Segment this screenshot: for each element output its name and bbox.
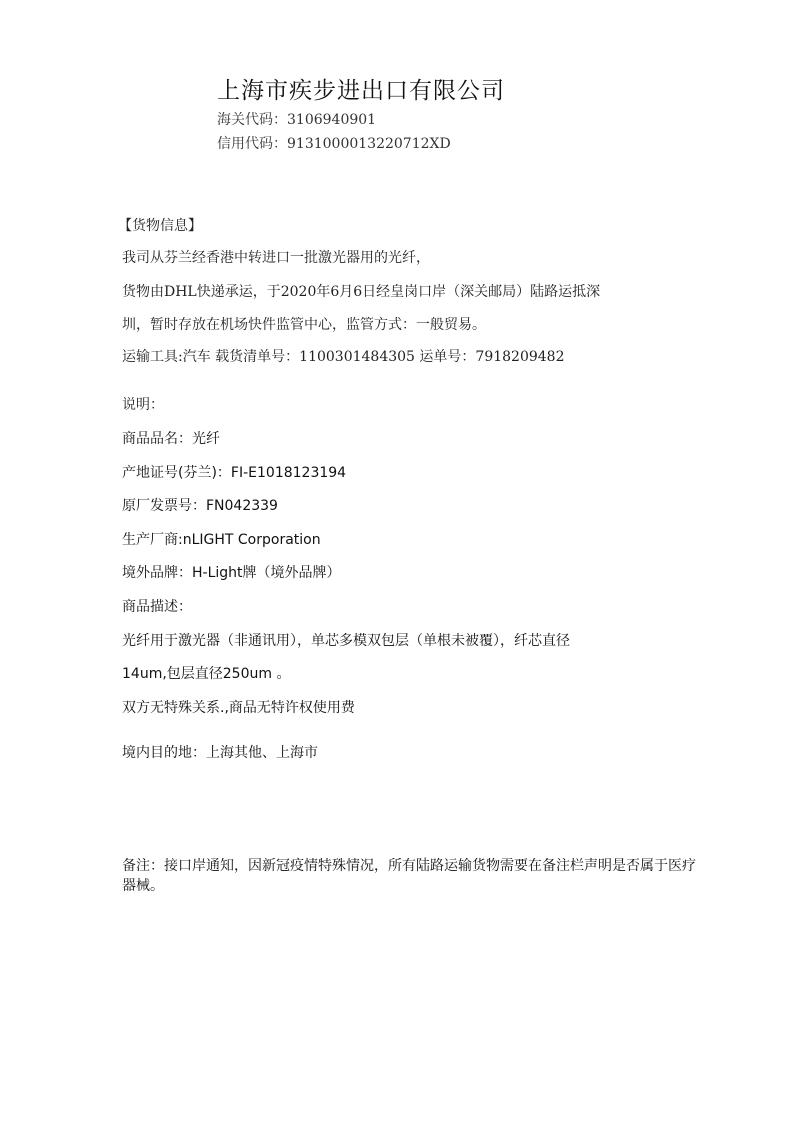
product-name: 商品品名：光纤 (122, 431, 220, 447)
cargo-heading: 【货物信息】 (118, 218, 202, 234)
description-heading: 商品描述： (122, 599, 192, 615)
description-line: 14um,包层直径250um 。 (122, 666, 291, 682)
destination: 境内目的地：上海其他、上海市 (122, 745, 318, 761)
origin-certificate: 产地证号(芬兰)：FI-E1018123194 (122, 465, 347, 481)
notes-heading: 说明： (122, 397, 164, 413)
invoice-number: 原厂发票号：FN042339 (122, 498, 278, 514)
remark: 备注：接口岸通知，因新冠疫情特殊情况，所有陆路运输货物需要在备注栏声明是否属于医疗器械。 (122, 858, 696, 894)
customs-code: 海关代码：3106940901 (217, 112, 377, 128)
brand: 境外品牌：H-Light牌（境外品牌） (122, 565, 341, 581)
cargo-line: 运输工具:汽车 载货清单号：1100301484305 运单号：7918209482 (122, 349, 565, 365)
description-line: 光纤用于激光器（非通讯用），单芯多模双包层（单根未被覆），纤芯直径 (122, 633, 570, 649)
relationship-statement: 双方无特殊关系.,商品无特许权使用费 (122, 700, 355, 716)
company-name: 上海市疾步进出口有限公司 (217, 78, 505, 104)
cargo-line: 货物由DHL快递承运，于2020年6月6日经皇岗口岸（深关邮局）陆路运抵深 (122, 284, 601, 300)
credit-code: 信用代码：9131000013220712XD (217, 136, 451, 152)
cargo-line: 我司从芬兰经香港中转进口一批激光器用的光纤， (122, 250, 430, 266)
cargo-line: 圳，暂时存放在机场快件监管中心，监管方式：一般贸易。 (122, 317, 486, 333)
manufacturer: 生产厂商:nLIGHT Corporation (122, 532, 321, 548)
